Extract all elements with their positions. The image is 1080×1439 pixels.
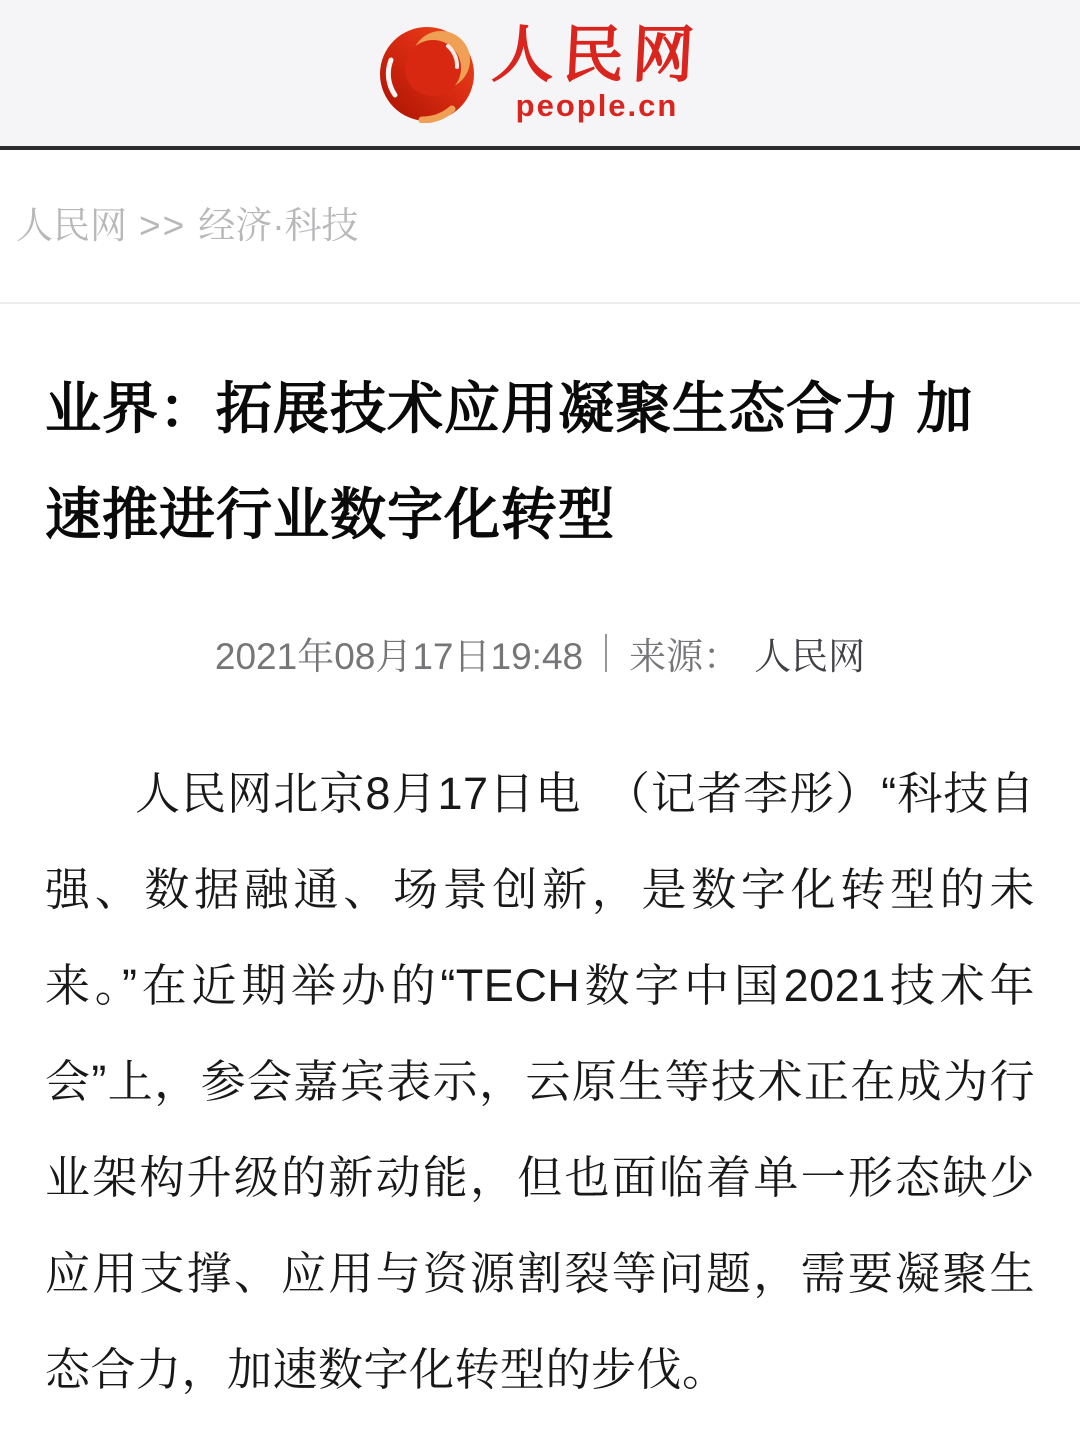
article-paragraph: 人民网北京8月17日电 （记者李彤）“科技自强、数据融通、场景创新，是数字化转型的未来。”在近期举办的“TECH数字中国2021技术年会”上，参会嘉宾表示，云原生等技术正在成为行业架构升级的新动能，但也面临着单一形态缺少应用支撑、应用与资源割裂等问题，需要凝聚生态合力，加速数字化转型的步伐。 (45, 768, 1035, 1395)
site-header (0, 0, 1080, 146)
meta-divider-bar (605, 634, 607, 672)
site-logo[interactable] (378, 20, 704, 123)
article-content (0, 304, 1080, 1418)
source-link[interactable]: 人民网 (754, 636, 866, 677)
logo-site-name: 人民网 (490, 20, 704, 90)
publish-time: 2021年08月17日19:48 (214, 636, 584, 677)
article-title: 业界：拓展技术应用凝聚生态合力 加速推进行业数字化转型 (45, 377, 974, 546)
breadcrumb-site-link[interactable]: 人民网 (16, 205, 127, 246)
people-cn-swirl-icon (378, 23, 478, 123)
breadcrumb-category-link[interactable]: 经济·科技 (198, 205, 359, 246)
breadcrumb-separator: >> (139, 205, 187, 246)
article-meta (45, 626, 1035, 680)
logo-text-block (490, 20, 704, 123)
source-label: 来源： (629, 636, 741, 677)
breadcrumb (0, 150, 1080, 302)
logo-site-domain: people.cn (515, 87, 679, 123)
